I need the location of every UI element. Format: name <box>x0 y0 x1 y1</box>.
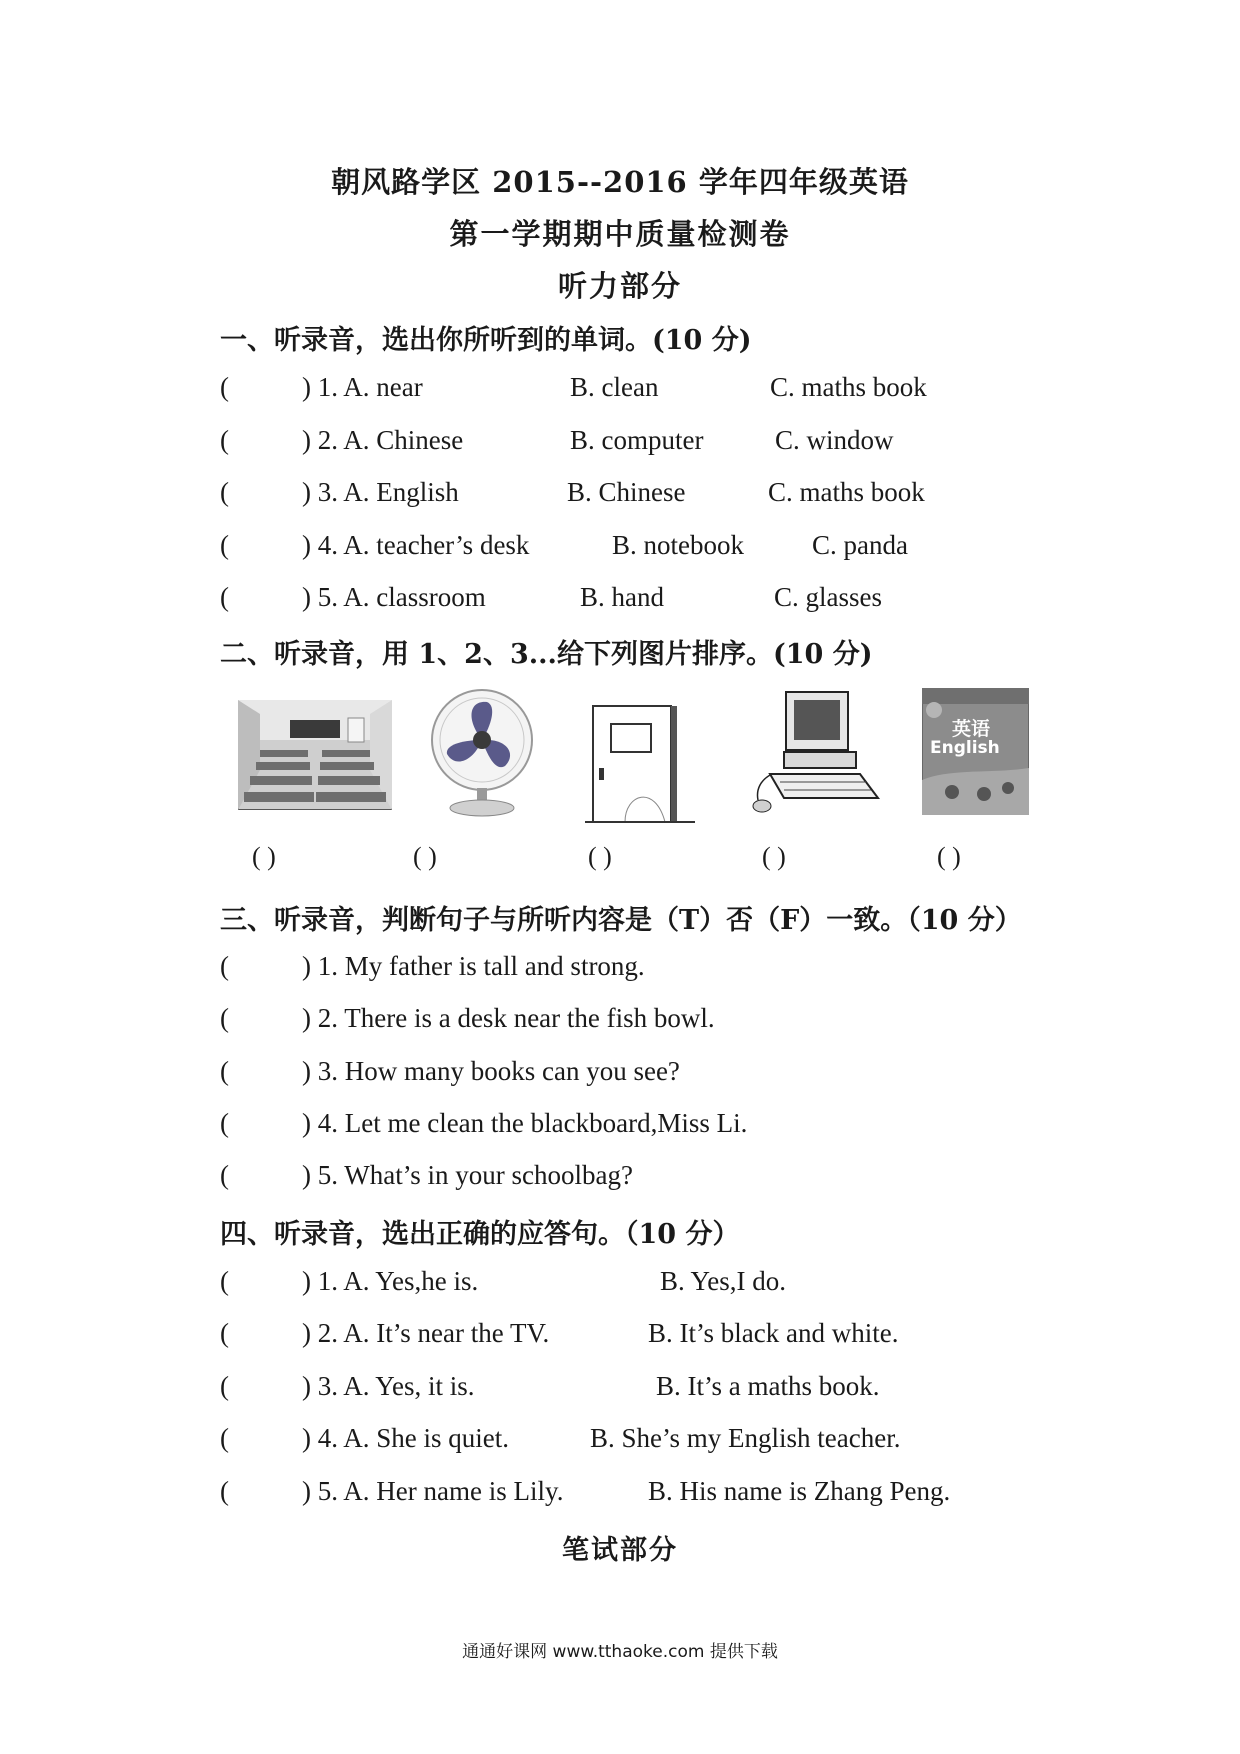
option-c: C. maths book <box>770 372 927 402</box>
order-blank[interactable]: ( ) <box>588 842 612 871</box>
option-b: B. It’s a maths book. <box>656 1371 880 1401</box>
order-blank[interactable]: ( ) <box>762 842 786 871</box>
option-b: B. notebook <box>612 530 744 560</box>
answer-paren[interactable]: ( <box>220 477 229 507</box>
statement-text: ) 5. What’s in your schoolbag? <box>302 1160 633 1190</box>
door-image <box>585 704 695 824</box>
order-blank[interactable]: ( ) <box>252 842 276 871</box>
exam-title-line2: 第一学期期中质量检测卷 <box>449 217 791 251</box>
option-b: B. clean <box>570 372 659 402</box>
order-blank[interactable]: ( ) <box>937 842 961 871</box>
answer-paren[interactable]: ( <box>220 1056 229 1086</box>
classroom-image <box>238 700 392 810</box>
option-b: B. Chinese <box>567 477 686 507</box>
answer-paren[interactable]: ( <box>220 1371 229 1401</box>
statement-text: ) 2. There is a desk near the fish bowl. <box>302 1003 715 1033</box>
book-cover-subtitle: English <box>930 738 1000 758</box>
answer-paren[interactable]: ( <box>220 1003 229 1033</box>
statement-text: ) 3. How many books can you see? <box>302 1056 680 1086</box>
option-a: ) 3. A. Yes, it is. <box>302 1371 475 1401</box>
option-a: ) 2. A. Chinese <box>302 425 464 455</box>
answer-paren[interactable]: ( <box>220 1266 229 1296</box>
option-b: B. hand <box>580 582 664 612</box>
written-part-heading: 笔试部分 <box>562 1535 678 1566</box>
statement-text: ) 4. Let me clean the blackboard,Miss Li. <box>302 1108 748 1138</box>
answer-paren[interactable]: ( <box>220 582 229 612</box>
answer-paren[interactable]: ( <box>220 530 229 560</box>
option-a: ) 5. A. classroom <box>302 582 486 612</box>
answer-paren[interactable]: ( <box>220 1318 229 1348</box>
section2-title: 二、听录音，用 1、2、3...给下列图片排序。(10 分) <box>220 639 873 670</box>
option-b: B. She’s my English teacher. <box>590 1423 901 1453</box>
option-b: B. His name is Zhang Peng. <box>648 1476 951 1506</box>
option-a: ) 5. A. Her name is Lily. <box>302 1476 564 1506</box>
listening-part-heading: 听力部分 <box>557 269 682 303</box>
option-a: ) 4. A. She is quiet. <box>302 1423 509 1453</box>
answer-paren[interactable]: ( <box>220 1423 229 1453</box>
answer-paren[interactable]: ( <box>220 1476 229 1506</box>
answer-paren[interactable]: ( <box>220 1160 229 1190</box>
computer-image <box>750 690 880 820</box>
option-a: ) 1. A. near <box>302 372 423 402</box>
section4-title: 四、听录音，选出正确的应答句。（10 分） <box>220 1219 740 1250</box>
option-a: ) 4. A. teacher’s desk <box>302 530 530 560</box>
option-c: C. panda <box>812 530 908 560</box>
option-a: ) 2. A. It’s near the TV. <box>302 1318 550 1348</box>
book-cover-title: 英语 <box>952 718 991 740</box>
answer-paren[interactable]: ( <box>220 372 229 402</box>
footer-source: 通通好课网 www.tthaoke.com 提供下载 <box>462 1642 778 1662</box>
order-blank[interactable]: ( ) <box>413 842 437 871</box>
option-b: B. Yes,I do. <box>660 1266 787 1296</box>
option-a: ) 1. A. Yes,he is. <box>302 1266 479 1296</box>
statement-text: ) 1. My father is tall and strong. <box>302 951 645 981</box>
answer-paren[interactable]: ( <box>220 951 229 981</box>
section3-title: 三、听录音，判断句子与所听内容是（T）否（F）一致。（10 分） <box>220 905 1022 936</box>
option-b: B. computer <box>570 425 704 455</box>
option-b: B. It’s black and white. <box>648 1318 899 1348</box>
fan-image <box>425 688 540 820</box>
answer-paren[interactable]: ( <box>220 1108 229 1138</box>
answer-paren[interactable]: ( <box>220 425 229 455</box>
english-book-image <box>922 688 1029 815</box>
exam-title-line1: 朝风路学区 2015--2016 学年四年级英语 <box>331 165 909 199</box>
option-c: C. glasses <box>774 582 882 612</box>
option-a: ) 3. A. English <box>302 477 459 507</box>
option-c: C. maths book <box>768 477 925 507</box>
option-c: C. window <box>775 425 894 455</box>
section1-title: 一、听录音，选出你所听到的单词。(10 分) <box>220 325 752 356</box>
